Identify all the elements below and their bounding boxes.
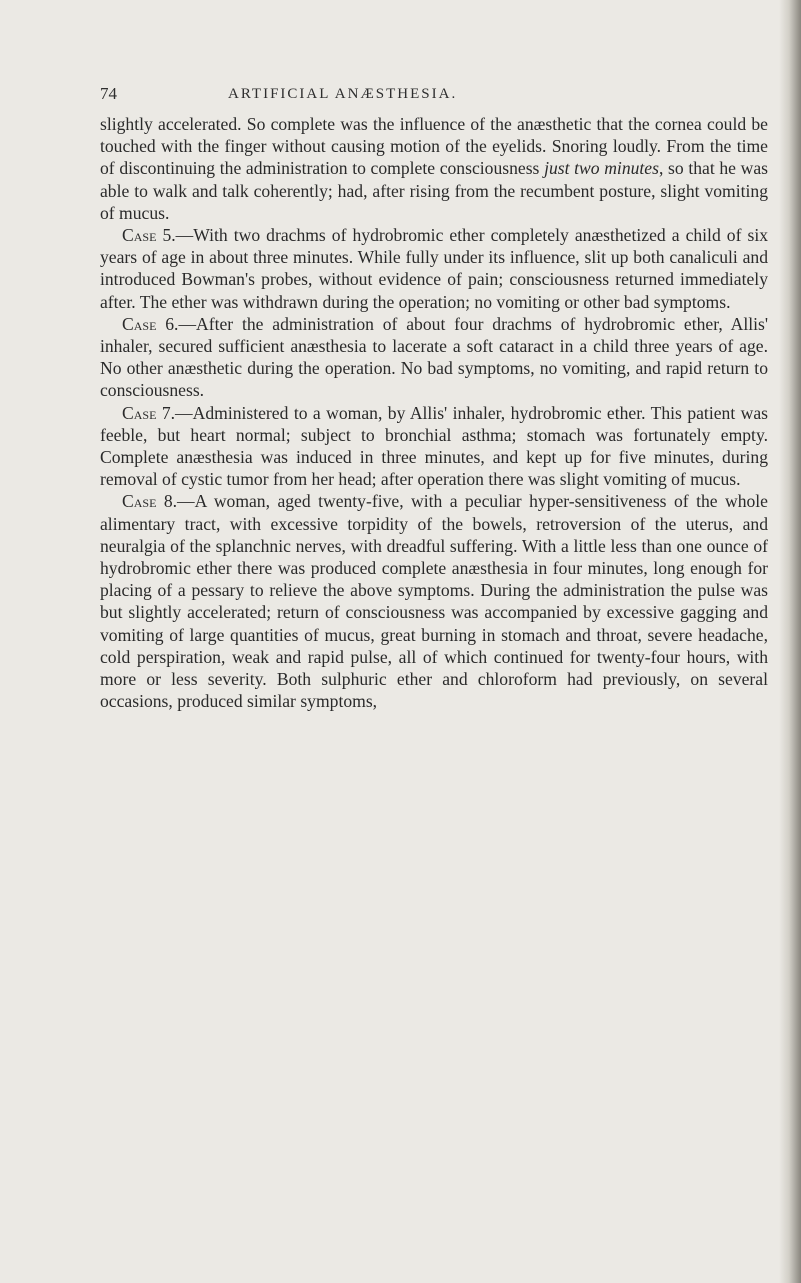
case-label: Case 6. bbox=[122, 313, 179, 334]
case-paragraph bbox=[100, 402, 768, 491]
case-label: Case 7. bbox=[122, 402, 176, 423]
case-text: —After the administration of about four drachms of hydrobromic ether, Allis' inhaler, secured sufficient anæsthesia to lacerate a soft cataract in a child three years of age. No other anæsthetic during the operation. No bad symptoms, no vomiting, and rapid return to consciousness. bbox=[100, 313, 769, 401]
case-text: —A woman, aged twenty-five, with a peculiar hyper-sensitiveness of the whole alimentary tract, with excessive torpidity of the bowels, retroversion of the uterus, and neuralgia of the splanchnic nerves, with dreadful suffering. With a little less than one ounce of hydrobromic ether there was produced complete anæsthesia in four minutes, long enough for placing of a pessary to relieve the above symptoms. During the administration the pulse was but slightly accelerated; return of consciousness was accompanied by excessive gagging and vomiting of large quantities of mucus, great burning in stomach and throat, severe headache, cold perspiration, weak and rapid pulse, all of which continued for twenty-four hours, with more or less severity. Both sulphuric ether and chloroform had previously, on several occasions, produced similar symptoms, bbox=[100, 491, 768, 712]
paragraph-continued bbox=[100, 113, 768, 224]
case-paragraph bbox=[100, 313, 768, 402]
paragraph-text: , so that he was able to walk and talk coherently; had, after rising from the recumbent posture, slight vomiting of mucus. bbox=[100, 158, 769, 223]
page-header bbox=[100, 84, 760, 108]
running-head: ARTIFICIAL ANÆSTHESIA. bbox=[228, 86, 458, 102]
page-number: 74 bbox=[100, 84, 117, 103]
case-text: —Administered to a woman, by Allis' inhaler, hydrobromic ether. This patient was feeble, but heart normal; subject to bronchial asthma; stomach was fortunately empty. Complete anæsthesia was induced in three minutes, and kept up for five minutes, during removal of cystic tumor from her head; after operation there was slight vomiting of mucus. bbox=[100, 402, 768, 490]
case-label: Case 5. bbox=[122, 225, 176, 246]
emphasis-text: just two minutes bbox=[544, 158, 659, 179]
page-edge-shadow bbox=[779, 0, 801, 1283]
case-label: Case 8. bbox=[122, 491, 178, 512]
case-paragraph bbox=[100, 490, 768, 712]
case-text: —With two drachms of hydrobromic ether completely anæsthetized a child of six years of age in about three minutes. While fully under its influence, slit up both canaliculi and introduced Bowman's probes, without evidence of pain; consciousness returned immediately after. The ether was withdrawn during the operation; no vomiting or other bad symptoms. bbox=[100, 225, 769, 312]
paragraph-text: slightly accelerated. So complete was the influence of the anæsthetic that the cornea could be touched with the finger without causing motion of the eyelids. Snoring loudly. From the time of discontinuing the administration to complete consciousness bbox=[100, 114, 768, 179]
case-paragraph bbox=[100, 224, 768, 313]
body-text bbox=[100, 113, 768, 712]
